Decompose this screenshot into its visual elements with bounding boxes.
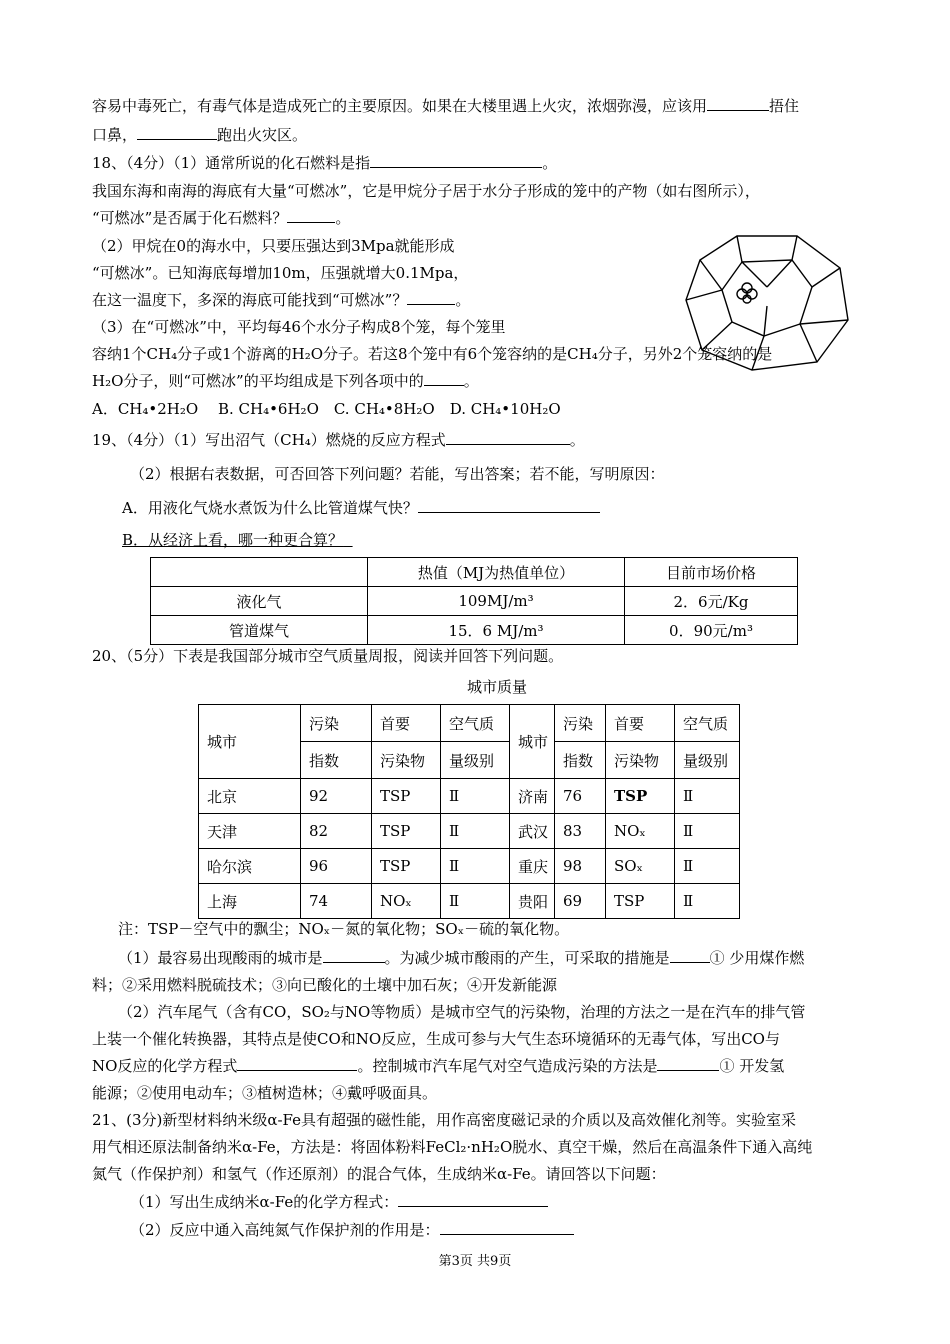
answer-blank[interactable] (287, 208, 335, 223)
table-cell: 污染物 (606, 742, 675, 779)
answer-blank[interactable] (418, 498, 600, 513)
table-cell: 城市 (199, 705, 301, 779)
table-row (199, 779, 740, 814)
q21-line-1: 21、(3分)新型材料纳米级α-Fe具有超强的磁性能，用作高密度磁记录的介质以及高效催化剂等。实验室采 (92, 1111, 797, 1129)
answer-blank[interactable] (670, 948, 710, 963)
table-cell: 空气质 (441, 705, 510, 742)
fuel-table (150, 557, 798, 645)
table-cell: TSP (372, 779, 441, 814)
table-cell: 热值（MJ为热值单位） (368, 558, 625, 587)
q19-question-a: A．用液化气烧水煮饭为什么比管道煤气快？ (122, 497, 600, 519)
city-table-title: 城市质量 (467, 678, 528, 696)
table-cell: 15．6 MJ/m³ (368, 616, 625, 645)
table-cell: 69 (555, 884, 606, 919)
table-row (151, 587, 798, 616)
table-cell: 武汉 (510, 814, 555, 849)
q20-line-1: 20、（5分）下表是我国部分城市空气质量周报，阅读并回答下列问题。 (92, 647, 564, 665)
table-cell: Ⅱ (675, 779, 740, 814)
table-cell: 首要 (372, 705, 441, 742)
line-1: 容易中毒死亡，有毒气体是造成死亡的主要原因。如果在大楼里遇上火灾，浓烟弥漫，应该用 捂住 (92, 97, 800, 115)
table-row (199, 814, 740, 849)
answer-blank[interactable] (137, 125, 217, 140)
city-air-quality-table (198, 704, 740, 919)
answer-blank[interactable] (237, 1056, 357, 1071)
q18-line-8: 容纳1个CH₄分子或1个游离的H₂O分子。若这8个笼中有6个笼容纳的是CH₄分子，另外2个笼容纳的是 (92, 345, 773, 363)
table-cell: 管道煤气 (151, 616, 368, 645)
table-cell: 上海 (199, 884, 301, 919)
table-cell: 济南 (510, 779, 555, 814)
table-cell: 天津 (199, 814, 301, 849)
table-cell: 城市 (510, 705, 555, 779)
table-cell: 重庆 (510, 849, 555, 884)
q20-part2-line-4: 能源；②使用电动车；③植树造林；④戴呼吸面具。 (92, 1084, 438, 1102)
q20-part1-line-1: （1）最容易出现酸雨的城市是 。为减少城市酸雨的产生，可采取的措施是 ① 少用煤作燃 (118, 949, 805, 967)
q18-line-1: 18、（4分）（1）通常所说的化石燃料是指 。 (92, 154, 558, 172)
table-cell: 96 (301, 849, 372, 884)
table-cell: Ⅱ (441, 779, 510, 814)
answer-blank[interactable] (446, 430, 570, 445)
table-cell: 2．6元/Kg (625, 587, 798, 616)
table-cell: 量级别 (675, 742, 740, 779)
table-cell: 指数 (301, 742, 372, 779)
q19-line-1: 19、（4分）（1）写出沼气（CH₄）燃烧的反应方程式 。 (92, 431, 585, 449)
answer-blank[interactable] (424, 371, 464, 386)
table-cell: 污染 (301, 705, 372, 742)
table-cell: 液化气 (151, 587, 368, 616)
table-cell: 83 (555, 814, 606, 849)
table-row (199, 849, 740, 884)
table-cell: Ⅱ (675, 814, 740, 849)
q20-part1-line-2: 料；②采用燃料脱硫技术；③向已酸化的土壤中加石灰；④开发新能源 (92, 976, 558, 994)
table-cell: 贵阳 (510, 884, 555, 919)
table-cell: 首要 (606, 705, 675, 742)
table-row (151, 558, 798, 587)
table-cell: 哈尔滨 (199, 849, 301, 884)
q19-line-2: （2）根据右表数据，可否回答下列问题？若能，写出答案；若不能，写明原因： (130, 465, 665, 483)
table-cell: 污染 (555, 705, 606, 742)
table-cell: 98 (555, 849, 606, 884)
table-cell: 92 (301, 779, 372, 814)
table-row (151, 616, 798, 645)
page-footer: 第3页 共9页 (438, 1254, 512, 1269)
q21-question-1: （1）写出生成纳米α-Fe的化学方程式： (130, 1191, 548, 1213)
table-cell: 目前市场价格 (625, 558, 798, 587)
table-cell: Ⅱ (441, 814, 510, 849)
table-cell: 量级别 (441, 742, 510, 779)
q18-line-4: （2）甲烷在0的海水中，只要压强达到3Mpa就能形成 (92, 237, 455, 255)
answer-blank[interactable] (657, 1056, 719, 1071)
table-row (199, 705, 740, 742)
answer-blank[interactable] (323, 948, 385, 963)
table-cell: NOₓ (606, 814, 675, 849)
table-cell: 北京 (199, 779, 301, 814)
answer-blank[interactable] (407, 290, 455, 305)
table-cell: Ⅱ (675, 884, 740, 919)
answer-blank[interactable] (440, 1220, 574, 1235)
line-2: 口鼻， 跑出火灾区。 (92, 126, 308, 144)
table-cell: 109MJ/m³ (368, 587, 625, 616)
table-cell: 空气质 (675, 705, 740, 742)
table-cell: TSP (606, 779, 675, 814)
answer-blank[interactable] (707, 96, 769, 111)
table-row (199, 884, 740, 919)
table-cell: SOₓ (606, 849, 675, 884)
table-cell: 82 (301, 814, 372, 849)
q21-question-2: （2）反应中通入高纯氮气作保护剂的作用是： (130, 1219, 574, 1241)
table-cell: 指数 (555, 742, 606, 779)
table-cell: Ⅱ (675, 849, 740, 884)
q20-part2-line-1: （2）汽车尾气（含有CO，SO₂与NO等物质）是城市空气的污染物，治理的方法之一是在汽车的排气管 (118, 1003, 806, 1021)
table-cell: 76 (555, 779, 606, 814)
table-cell (151, 558, 368, 587)
q18-line-5: “可燃冰”。已知海底每增加10m，压强就增大0.1Mpa， (92, 264, 469, 282)
answer-blank[interactable] (370, 153, 542, 168)
q18-line-2: 我国东海和南海的海底有大量“可燃冰”，它是甲烷分子居于水分子形成的笼中的产物（如右图所示）， (92, 182, 760, 200)
table-cell: Ⅱ (441, 849, 510, 884)
table-cell: TSP (372, 814, 441, 849)
q18-line-9: H₂O分子，则“可燃冰”的平均组成是下列各项中的 。 (92, 372, 479, 390)
table-cell: 污染物 (372, 742, 441, 779)
table-note: 注：TSP－空气中的飘尘；NOₓ－氮的氧化物；SOₓ－硫的氧化物。 (118, 920, 570, 938)
table-cell: TSP (606, 884, 675, 919)
table-cell: 74 (301, 884, 372, 919)
q18-line-7: （3）在“可燃冰”中，平均每46个水分子构成8个笼，每个笼里 (92, 318, 506, 336)
q21-line-3: 氮气（作保护剂）和氢气（作还原剂）的混合气体，生成纳米α-Fe。请回答以下问题： (92, 1165, 666, 1183)
answer-blank[interactable] (398, 1192, 548, 1207)
q20-part2-line-2: 上装一个催化转换器，其特点是使CO和NO反应，生成可参与大气生态环境循环的无毒气体，写出CO与 (92, 1030, 780, 1048)
q21-line-2: 用气相还原法制备纳米α-Fe，方法是：将固体粉料FeCl₂·nH₂O脱水、真空干燥，然后在高温条件下通入高纯 (92, 1138, 813, 1156)
q18-line-6: 在这一温度下，多深的海底可能找到“可燃冰”？ 。 (92, 291, 471, 309)
q18-options: A．CH₄•2H₂O B. CH₄•6H₂O C. CH₄•8H₂O D. CH₄•10H₂O (92, 400, 561, 418)
table-cell: Ⅱ (441, 884, 510, 919)
q18-line-3: “可燃冰”是否属于化石燃料？ 。 (92, 209, 351, 227)
q20-part2-line-3: NO反应的化学方程式 。控制城市汽车尾气对空气造成污染的方法是 ① 开发氢 (92, 1057, 785, 1075)
table-cell: TSP (372, 849, 441, 884)
table-cell: NOₓ (372, 884, 441, 919)
table-cell: 0．90元/m³ (625, 616, 798, 645)
q19-question-b: B．从经济上看，哪一种更合算？ (122, 531, 344, 549)
